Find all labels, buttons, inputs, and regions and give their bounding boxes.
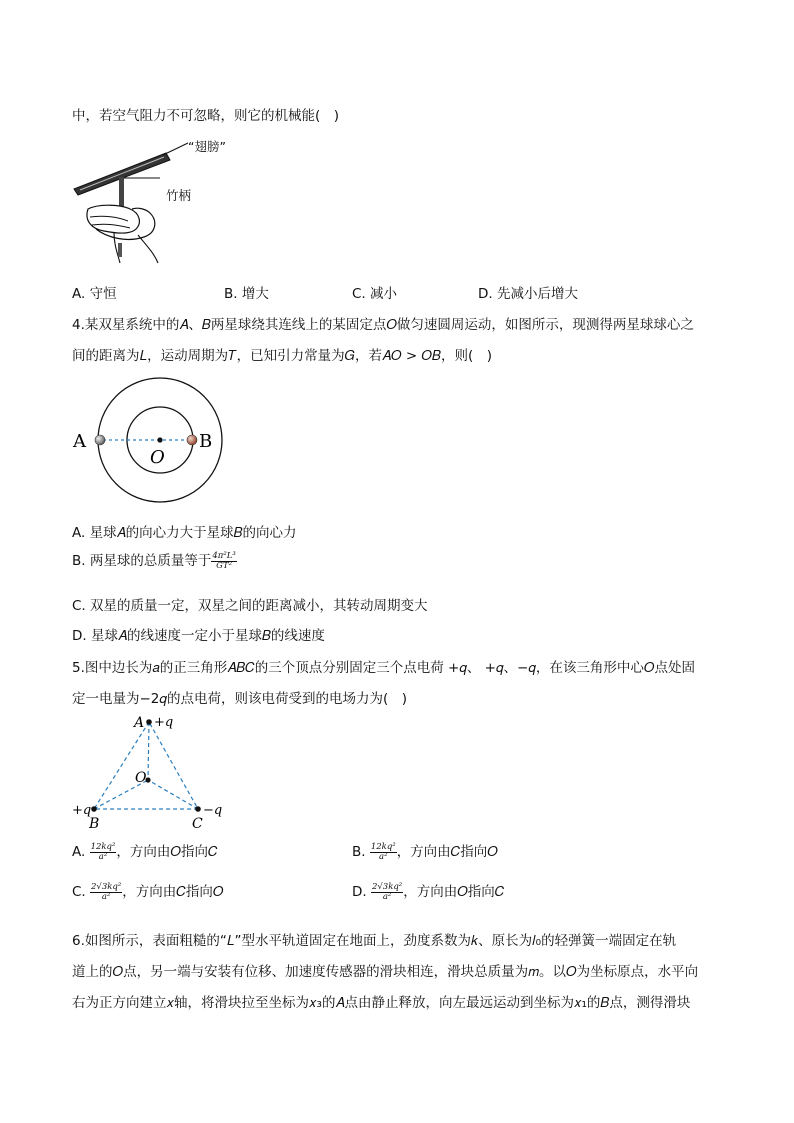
binary-star-figure: [66, 374, 266, 508]
label-b: B: [199, 431, 213, 452]
q4-option-a: A. 星球𝐴的向心力大于星球𝐵的向心力: [72, 525, 297, 541]
charge-a: +q: [154, 715, 174, 730]
q3-option-d: D. 先减小后增大: [478, 286, 578, 302]
q5-stem-line1: 5.图中边长为𝑎的正三角形𝐴𝐵𝐶的三个顶点分别固定三个点电荷 +𝑞、 +𝑞、−𝑞，在该三角形中心𝑂点处固: [72, 660, 695, 676]
q5-option-d: D. $\frac{\text{2√3kq²}}{\text{a²}}$ ，方向由𝑂指向𝐶: [352, 881, 505, 902]
star-b: [187, 435, 197, 445]
q4-option-b-text: B. 两星球的总质量等于: [72, 553, 212, 569]
handle-label: 竹柄: [166, 188, 192, 203]
label-o: O: [135, 770, 147, 786]
charge-b: +q: [72, 803, 92, 818]
q3-option-a: A. 守恒: [72, 286, 117, 302]
q5-option-b: B. $\frac{\text{12kq²}}{\text{a²}}$ ，方向由𝐶指向𝑂: [352, 841, 498, 862]
label-c: C: [192, 816, 203, 832]
q4-stem-line2: 间的距离为𝐿，运动周期为𝑇，已知引力常量为𝐺，若𝐴𝑂 > 𝑂𝐵，则( ): [72, 348, 493, 364]
q4-option-c: C. 双星的质量一定，双星之间的距离减小，其转动周期变大: [72, 598, 428, 614]
wing-label: “翅膀”: [188, 139, 226, 154]
q6-stem-line2: 道上的𝑂点，另一端与安装有位移、加速度传感器的滑块相连，滑块总质量为𝑚。以𝑂为坐标原点，水平向: [72, 964, 699, 980]
q4-option-b: [72, 549, 237, 570]
q4-stem-line1: 4.某双星系统中的𝐴、𝐵两星球绕其连线上的某固定点𝑂做匀速圆周运动，如图所示，现测得两星球球心之: [72, 317, 694, 333]
charge-c: −q: [203, 803, 223, 818]
q5-option-c: C. $\frac{\text{2√3kq²}}{\text{a²}}$ ，方向由𝐶指向𝑂: [72, 881, 224, 902]
q3-option-c: C. 减小: [352, 286, 398, 302]
q4-option-b-fraction: $\frac{\text{4π²L³}}{\text{GT²}}$: [212, 550, 236, 571]
vertex-b: [91, 806, 97, 812]
label-a: A: [134, 715, 145, 731]
q6-stem-line1: 6.如图所示，表面粗糙的“𝐿”型水平轨道固定在地面上，劲度系数为𝑘、原长为𝑙₀的轻弹簧一端固定在轨: [72, 933, 677, 949]
triangle-charge-figure: [66, 712, 236, 834]
label-a: A: [73, 431, 86, 452]
vertex-c: [195, 806, 201, 812]
star-a: [95, 435, 105, 445]
label-b: B: [89, 816, 100, 832]
center-point-o: [157, 437, 162, 442]
q4-option-d: D. 星球𝐴的线速度一定小于星球𝐵的线速度: [72, 628, 325, 644]
vertex-a: [146, 719, 152, 725]
q6-stem-line3: 右为正方向建立𝑥轴，将滑块拉至坐标为𝑥₃的𝐴点由静止释放，向左最远运动到坐标为𝑥₁的𝐵点，测得滑块: [72, 995, 691, 1011]
q5-stem-line2: 定一电量为−2𝑞的点电荷，则该电荷受到的电场力为( ): [72, 691, 407, 707]
q5-option-a: A. $\frac{\text{12kq²}}{\text{a²}}$ ，方向由𝑂指向𝐶: [72, 841, 218, 862]
label-o: O: [150, 447, 165, 468]
q3-option-b: B. 增大: [224, 286, 269, 302]
q3-stem-tail: 中，若空气阻力不可忽略，则它的机械能( ): [72, 108, 340, 124]
